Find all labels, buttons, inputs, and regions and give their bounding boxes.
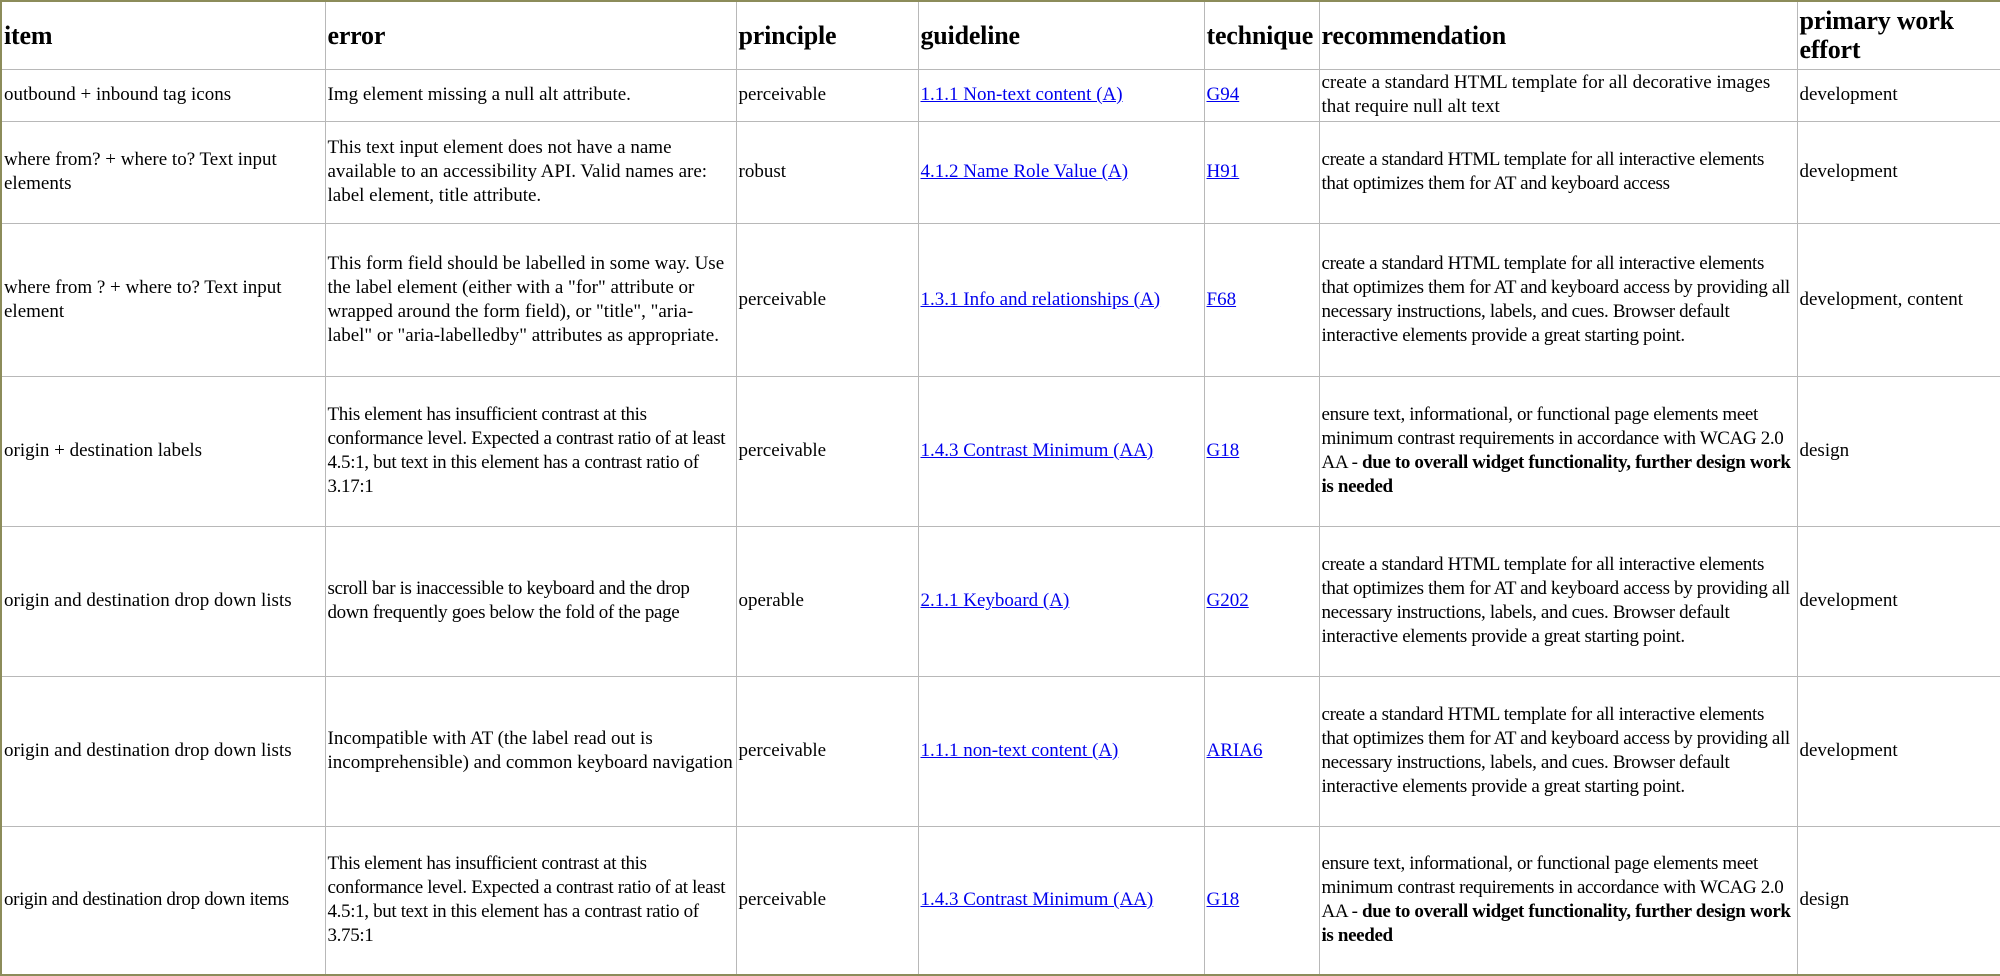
effort-cell: development, content	[1797, 223, 2000, 376]
guideline-cell	[918, 69, 1204, 121]
item-cell: origin and destination drop down items	[1, 826, 325, 975]
recommendation-cell	[1319, 526, 1797, 676]
error-cell: This form field should be labelled in some way. Use the label element (either with a "for" attribute or wrapped around the form field), or "title", "aria-label" or "aria-labelledby" attributes as appropriate.	[325, 223, 736, 376]
technique-cell	[1204, 69, 1319, 121]
error-cell: This element has insufficient contrast at this conformance level. Expected a contrast ratio of at least 4.5:1, but text in this element has a contrast ratio of 3.75:1	[325, 826, 736, 975]
recommendation-text: ensure text, informational, or functional page elements meet minimum contrast requirements in accordance with WCAG 2.0 AA -	[1321, 853, 1784, 923]
column-header-error: error	[325, 1, 736, 69]
column-header-primary-work-effort: primary work effort	[1797, 1, 2000, 69]
principle-cell: operable	[736, 526, 918, 676]
guideline-cell	[918, 826, 1204, 975]
technique-link[interactable]: F68	[1206, 288, 1237, 310]
item-cell: where from ? + where to? Text input element	[1, 223, 325, 376]
guideline-link[interactable]: 1.1.1 Non-text content (A)	[920, 84, 1123, 105]
table-header	[1, 1, 2000, 69]
recommendation-cell	[1319, 676, 1797, 826]
item-cell: where from? + where to? Text input elements	[1, 121, 325, 223]
recommendation-cell	[1319, 826, 1797, 975]
technique-cell	[1204, 826, 1319, 975]
technique-link[interactable]: H91	[1206, 161, 1240, 182]
principle-cell: perceivable	[736, 223, 918, 376]
recommendation-emphasis: due to overall widget functionality, further design work is needed	[1321, 452, 1791, 497]
principle-cell: perceivable	[736, 676, 918, 826]
principle-cell: perceivable	[736, 69, 918, 121]
guideline-link[interactable]: 1.4.3 Contrast Minimum (AA)	[920, 440, 1154, 461]
error-cell: This text input element does not have a name available to an accessibility API. Valid names are: label element, title attribute.	[325, 121, 736, 223]
principle-cell: perceivable	[736, 826, 918, 975]
recommendation-cell	[1319, 376, 1797, 526]
table-row	[1, 526, 2000, 676]
guideline-cell	[918, 526, 1204, 676]
technique-link[interactable]: G202	[1206, 590, 1249, 611]
recommendation-cell	[1319, 121, 1797, 223]
column-header-technique: technique	[1204, 1, 1319, 69]
guideline-link[interactable]: 1.3.1 Info and relationships (A)	[920, 288, 1161, 310]
recommendation-text: create a standard HTML template for all interactive elements that optimizes them for AT and keyboard access by providing all necessary instructions, labels, and cues. Browser default interactive elements provide a great starting point.	[1321, 554, 1790, 647]
technique-link[interactable]: G18	[1206, 440, 1240, 461]
table-row	[1, 826, 2000, 975]
column-header-item: item	[1, 1, 325, 69]
technique-cell	[1204, 676, 1319, 826]
guideline-cell	[918, 223, 1204, 376]
effort-cell: design	[1797, 826, 2000, 975]
item-cell: outbound + inbound tag icons	[1, 69, 325, 121]
error-cell: This element has insufficient contrast at this conformance level. Expected a contrast ratio of at least 4.5:1, but text in this element has a contrast ratio of 3.17:1	[325, 376, 736, 526]
table-row	[1, 676, 2000, 826]
effort-cell: development	[1797, 676, 2000, 826]
item-cell: origin and destination drop down lists	[1, 676, 325, 826]
recommendation-text: create a standard HTML template for all decorative images that require null alt text	[1321, 72, 1771, 117]
table-row	[1, 223, 2000, 376]
recommendation-text: create a standard HTML template for all interactive elements that optimizes them for AT and keyboard access by providing all necessary instructions, labels, and cues. Browser default interactive elements provide a great starting point.	[1321, 704, 1790, 797]
recommendation-cell	[1319, 223, 1797, 376]
error-cell: Img element missing a null alt attribute.	[325, 69, 736, 121]
error-cell: scroll bar is inaccessible to keyboard and the drop down frequently goes below the fold of the page	[325, 526, 736, 676]
guideline-cell	[918, 676, 1204, 826]
effort-cell: development	[1797, 526, 2000, 676]
effort-cell: design	[1797, 376, 2000, 526]
recommendation-cell	[1319, 69, 1797, 121]
guideline-link[interactable]: 2.1.1 Keyboard (A)	[920, 590, 1070, 611]
technique-link[interactable]: G94	[1206, 84, 1240, 105]
technique-link[interactable]: ARIA6	[1206, 740, 1263, 761]
principle-cell: perceivable	[736, 376, 918, 526]
recommendation-text: create a standard HTML template for all interactive elements that optimizes them for AT and keyboard access by providing all necessary instructions, labels, and cues. Browser default interactive elements provide a great starting point.	[1321, 252, 1790, 346]
technique-cell	[1204, 526, 1319, 676]
error-cell: Incompatible with AT (the label read out is incomprehensible) and common keyboard navigation	[325, 676, 736, 826]
effort-cell: development	[1797, 69, 2000, 121]
principle-cell: robust	[736, 121, 918, 223]
technique-cell	[1204, 223, 1319, 376]
item-cell: origin + destination labels	[1, 376, 325, 526]
recommendation-emphasis: due to overall widget functionality, further design work is needed	[1321, 901, 1791, 947]
guideline-link[interactable]: 1.1.1 non-text content (A)	[920, 740, 1119, 761]
item-cell: origin and destination drop down lists	[1, 526, 325, 676]
guideline-cell	[918, 376, 1204, 526]
technique-cell	[1204, 376, 1319, 526]
column-header-guideline: guideline	[918, 1, 1204, 69]
header-row	[1, 1, 2000, 69]
guideline-link[interactable]: 1.4.3 Contrast Minimum (AA)	[920, 889, 1154, 911]
recommendation-text: create a standard HTML template for all interactive elements that optimizes them for AT and keyboard access	[1321, 149, 1765, 194]
technique-cell	[1204, 121, 1319, 223]
guideline-link[interactable]: 4.1.2 Name Role Value (A)	[920, 161, 1129, 182]
technique-link[interactable]: G18	[1206, 889, 1240, 911]
table-row	[1, 69, 2000, 121]
table-row	[1, 121, 2000, 223]
column-header-recommendation: recommendation	[1319, 1, 1797, 69]
guideline-cell	[918, 121, 1204, 223]
table-body	[1, 69, 2000, 975]
column-header-principle: principle	[736, 1, 918, 69]
table-row	[1, 376, 2000, 526]
effort-cell: development	[1797, 121, 2000, 223]
recommendation-text: ensure text, informational, or functional page elements meet minimum contrast requirements in accordance with WCAG 2.0 AA -	[1321, 404, 1784, 473]
